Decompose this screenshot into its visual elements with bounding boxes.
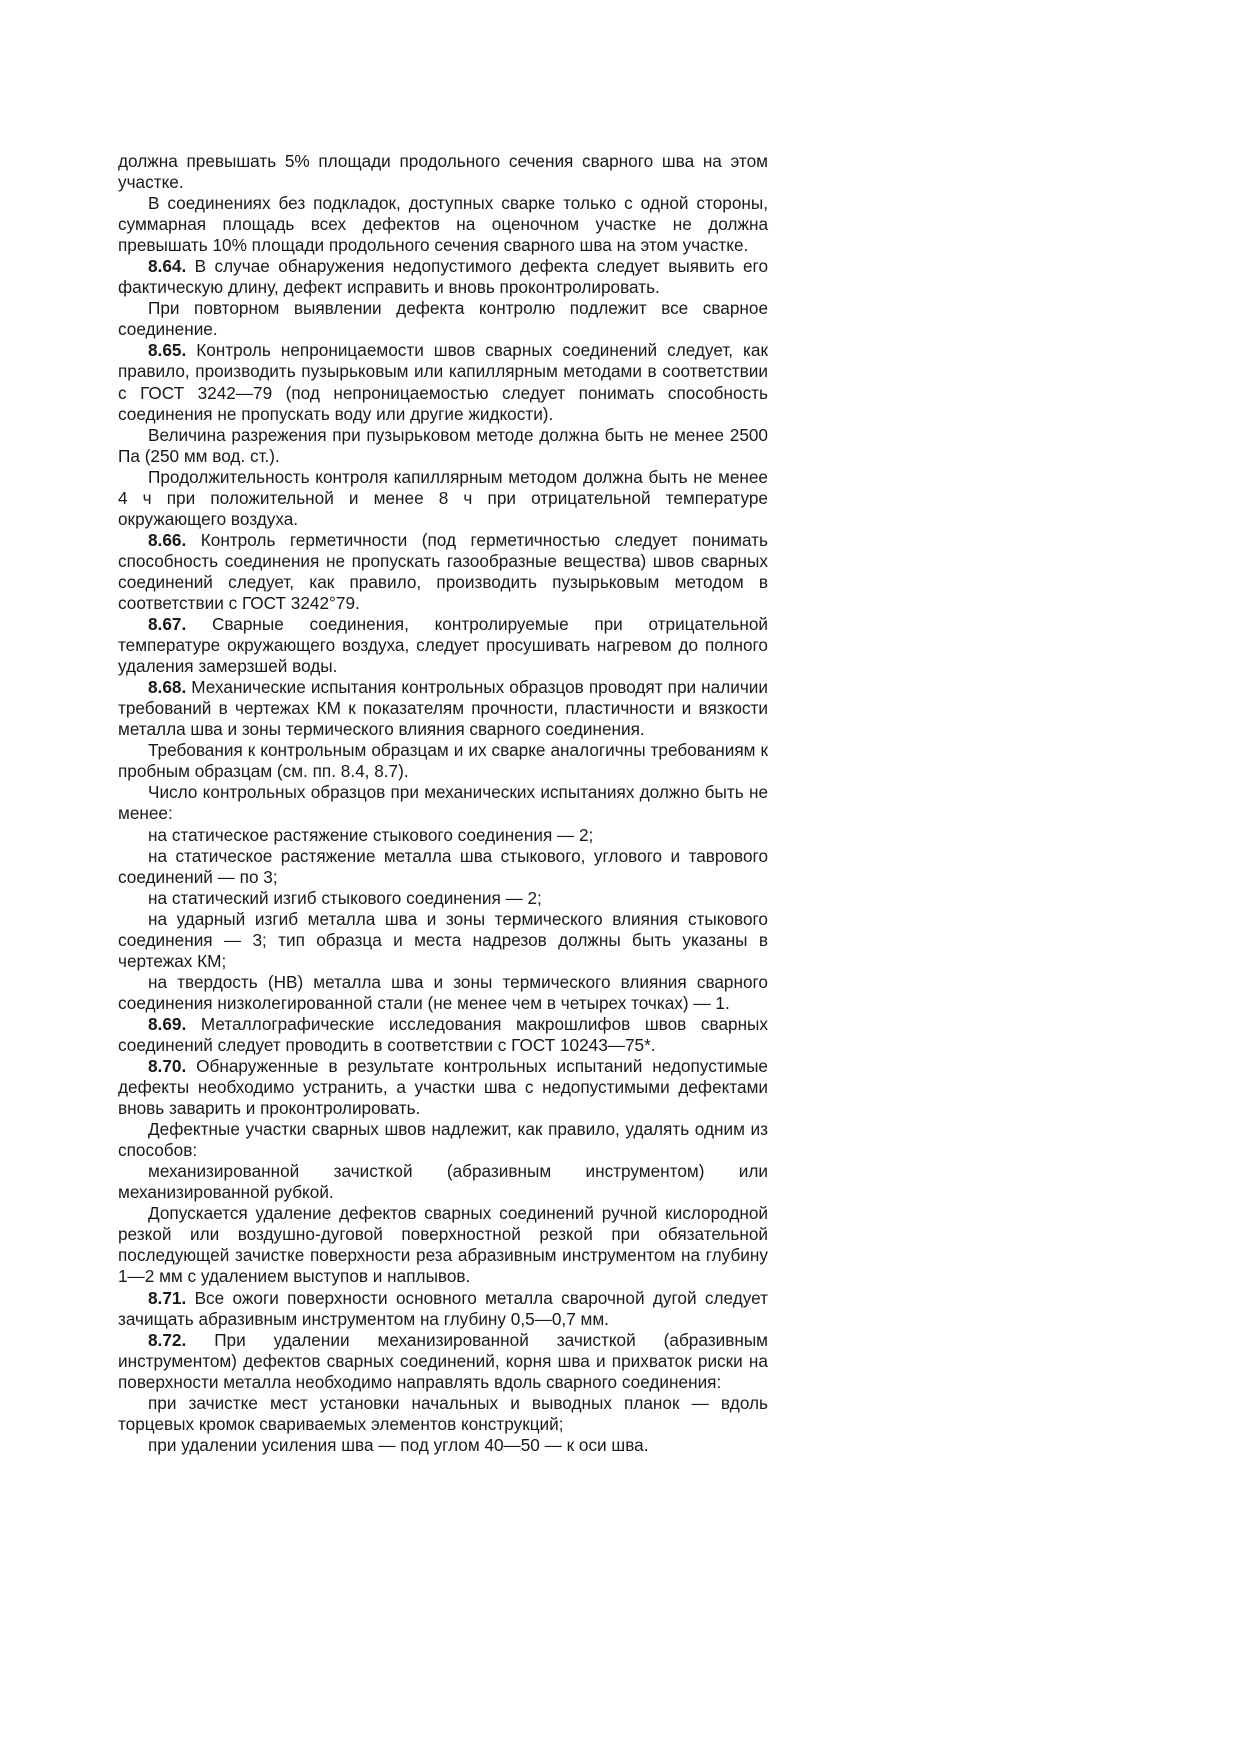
clause-paragraph (118, 614, 768, 677)
text-paragraph (118, 193, 768, 256)
paragraph-text: на статический изгиб стыкового соединения — 2; (148, 887, 542, 908)
clause-paragraph (118, 1288, 768, 1330)
text-paragraph (118, 740, 768, 782)
clause-number: 8.71. (148, 1287, 187, 1308)
paragraph-text: Допускается удаление дефектов сварных соединений ручной кислородной резкой или воздушно-дуговой поверхностной резкой при обязательной последующей зачистке поверхности реза абразивным инструментом на глубину 1—2 мм с удалением выступов и наплывов. (118, 1203, 768, 1287)
clause-number: 8.68. (148, 677, 187, 698)
clause-number: 8.69. (148, 1013, 187, 1034)
text-paragraph (118, 151, 768, 193)
clause-paragraph (118, 1014, 768, 1056)
clause-number: 8.66. (148, 529, 187, 550)
text-paragraph (118, 846, 768, 888)
clause-paragraph (118, 530, 768, 614)
text-paragraph (118, 909, 768, 972)
paragraph-text: Продолжительность контроля капиллярным методом должна быть не менее 4 ч при положительной и менее 8 ч при отрицательной температуре окружающего воздуха. (118, 466, 768, 529)
paragraph-text: В соединениях без подкладок, доступных сварке только с одной стороны, суммарная площадь всех дефектов на оценочном участке не должна превышать 10% площади продольного сечения сварного шва на этом участке. (118, 193, 768, 256)
clause-number: 8.70. (148, 1056, 187, 1077)
text-paragraph (118, 425, 768, 467)
clause-paragraph (118, 256, 768, 298)
clause-number: 8.65. (148, 340, 187, 361)
text-paragraph (118, 467, 768, 530)
paragraph-text: Обнаруженные в результате контрольных испытаний недопустимые дефекты необходимо устранить, а участки шва с недопустимыми дефектами вновь заварить и проконтролировать. (118, 1056, 768, 1119)
paragraph-text: Контроль непроницаемости швов сварных соединений следует, как правило, производить пузырьковым или капиллярным методами в соответствии с ГОСТ 3242—79 (под непроницаемостью следует понимать способность соединения не пропускать воду или другие жидкости). (118, 340, 769, 424)
text-paragraph (118, 1393, 768, 1435)
text-paragraph (118, 782, 768, 824)
paragraph-text: должна превышать 5% площади продольного сечения сварного шва на этом участке. (118, 151, 768, 193)
paragraph-text: на статическое растяжение стыкового соединения — 2; (148, 824, 594, 845)
paragraph-text: При повторном выявлении дефекта контролю подлежит все сварное соединение. (118, 298, 768, 340)
text-paragraph (118, 888, 768, 909)
text-paragraph (118, 1203, 768, 1287)
paragraph-text: при зачистке мест установки начальных и выводных планок — вдоль торцевых кромок свариваемых элементов конструкций; (118, 1392, 768, 1434)
paragraph-text: механизированной зачисткой (абразивным инструментом) или механизированной рубкой. (118, 1161, 768, 1203)
paragraph-text: на твердость (НВ) металла шва и зоны термического влияния сварного соединения низколегированной стали (не менее чем в четырех точках) — 1. (118, 971, 768, 1013)
clause-number: 8.67. (148, 614, 187, 635)
clause-number: 8.72. (148, 1329, 187, 1350)
paragraph-text: на ударный изгиб металла шва и зоны термического влияния стыкового соединения — 3; тип образца и места надрезов должны быть указаны в чертежах КМ; (118, 908, 768, 971)
paragraph-text: Механические испытания контрольных образцов проводят при наличии требований в чертежах КМ к показателям прочности, пластичности и вязкости металла шва и зоны термического влияния сварного соединения. (118, 677, 769, 740)
text-paragraph (118, 972, 768, 1014)
text-paragraph (118, 1435, 768, 1456)
clause-paragraph (118, 1056, 768, 1119)
paragraph-text: При удалении механизированной зачисткой (абразивным инструментом) дефектов сварных соединений, корня шва и прихваток риски на поверхности металла необходимо направлять вдоль сварного соединения: (118, 1329, 769, 1392)
paragraph-text: при удалении усиления шва — под углом 40—50 — к оси шва. (148, 1434, 649, 1455)
text-paragraph (118, 1119, 768, 1161)
paragraph-text: Требования к контрольным образцам и их сварке аналогичны требованиям к пробным образцам (см. пп. 8.4, 8.7). (118, 740, 768, 782)
paragraph-text: В случае обнаружения недопустимого дефекта следует выявить его фактическую длину, дефект исправить и вновь проконтролировать. (118, 256, 769, 298)
clause-paragraph (118, 1330, 768, 1393)
paragraph-text: на статическое растяжение металла шва стыкового, углового и таврового соединений — по 3; (118, 845, 768, 887)
document-page (118, 151, 768, 1456)
text-paragraph (118, 825, 768, 846)
paragraph-text: Металлографические исследования макрошлифов швов сварных соединений следует проводить в соответствии с ГОСТ 10243—75*. (118, 1013, 769, 1055)
paragraph-text: Контроль герметичности (под герметичностью следует понимать способность соединения не пропускать газообразные вещества) швов сварных соединений следует, как правило, производить пузырьковым методом в соответствии с ГОСТ 3242°79. (118, 529, 768, 613)
clause-number: 8.64. (148, 256, 187, 277)
text-paragraph (118, 298, 768, 340)
paragraph-text: Дефектные участки сварных швов надлежит, как правило, удалять одним из способов: (118, 1119, 768, 1161)
paragraph-text: Величина разрежения при пузырьковом методе должна быть не менее 2500 Па (250 мм вод. ст.). (118, 424, 768, 466)
paragraph-text: Все ожоги поверхности основного металла сварочной дугой следует зачищать абразивным инструментом на глубину 0,5—0,7 мм. (118, 1287, 768, 1329)
paragraph-text: Число контрольных образцов при механических испытаниях должно быть не менее: (118, 782, 768, 824)
clause-paragraph (118, 677, 768, 740)
clause-paragraph (118, 340, 768, 424)
paragraph-text: Сварные соединения, контролируемые при отрицательной температуре окружающего воздуха, следует просушивать нагревом до полного удаления замерзшей воды. (118, 614, 769, 677)
text-paragraph (118, 1161, 768, 1203)
